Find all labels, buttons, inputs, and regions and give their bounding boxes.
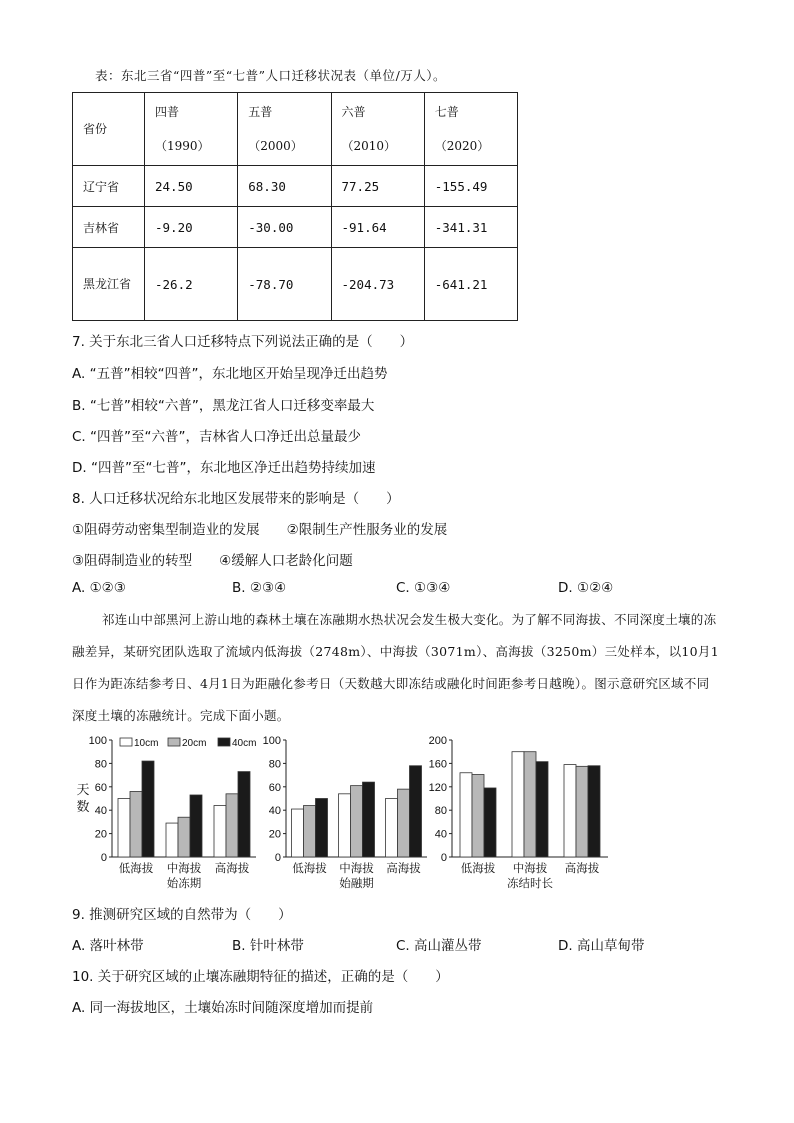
- y-tick-label: 0: [100, 852, 107, 864]
- bar: [351, 786, 363, 857]
- header-col-3: 六普 （2010）: [331, 93, 424, 166]
- y-axis-title: 数: [76, 799, 90, 814]
- freeze-thaw-charts: [70, 728, 630, 896]
- bar: [190, 795, 202, 857]
- table-cell: -9.20: [145, 207, 238, 248]
- bar: [226, 794, 238, 857]
- y-tick-label: 60: [94, 781, 107, 794]
- q10-option-a[interactable]: A. 同一海拔地区，土壤始冻时间随深度增加而提前: [72, 1000, 374, 1016]
- x-tick-label: 中海拔: [166, 863, 202, 875]
- q9-option-a[interactable]: A. 落叶林带: [72, 938, 144, 954]
- q7-stem: 7. 关于东北三省人口迁移特点下列说法正确的是（ ）: [72, 334, 414, 350]
- q9-option-d[interactable]: D. 高山草甸带: [558, 938, 645, 954]
- legend-swatch: [168, 738, 180, 746]
- bar: [472, 775, 484, 857]
- y-tick-label: 40: [434, 828, 447, 841]
- bar: [460, 773, 472, 857]
- y-tick-label: 120: [428, 781, 447, 794]
- reading-passage: 祁连山中部黑河上游山地的森林土壤在冻融期水热状况会发生极大变化。为了解不同海拔、不同深度土壤的冻融差异，某研究团队选取了流域内低海拔（2748m）、中海拔（3071m）、高海拔（3250m）三处样本，以10月1日作为距冻结参考日、4月1日为距融化参考日（天数越大即冻结或融化时间距参考日越晚）。图示意研究区域不同深度土壤的冻融统计。完成下面小题。: [72, 612, 719, 723]
- x-tick-label: 高海拔: [564, 863, 600, 875]
- x-tick-label: 低海拔: [118, 863, 154, 875]
- header-col-2: 五普 （2000）: [238, 93, 331, 166]
- q9-stem: 9. 推测研究区域的自然带为（ ）: [72, 907, 292, 923]
- bar: [238, 772, 250, 857]
- bar: [214, 806, 226, 857]
- bar: [576, 766, 588, 857]
- y-tick-label: 20: [94, 828, 107, 841]
- table-cell: -30.00: [238, 207, 331, 248]
- q8-items-line2: ③阻碍制造业的转型 ④缓解人口老龄化问题: [72, 553, 353, 569]
- bar: [166, 823, 178, 857]
- q9-option-c[interactable]: C. 高山灌丛带: [396, 938, 482, 954]
- y-tick-label: 20: [268, 828, 281, 841]
- table-caption: 表：东北三省“四普”至“七普”人口迁移状况表（单位/万人）。: [95, 68, 447, 83]
- table-cell: -78.70: [238, 248, 331, 321]
- bar: [386, 799, 398, 858]
- legend-label: 40cm: [232, 738, 257, 749]
- y-tick-label: 100: [88, 735, 107, 747]
- x-tick-label: 高海拔: [386, 863, 421, 875]
- table-header-row: [73, 93, 518, 166]
- header-col-4: 七普 （2020）: [424, 93, 517, 166]
- x-axis-title: 始冻期: [166, 878, 202, 890]
- y-tick-label: 160: [428, 758, 447, 771]
- x-tick-label: 高海拔: [214, 863, 250, 875]
- q7-option-d[interactable]: D. “四普”至“七普”，东北地区净迁出趋势持续加速: [72, 460, 376, 476]
- bar: [292, 809, 304, 857]
- x-axis-title: 冻结时长: [507, 878, 553, 890]
- bar: [484, 788, 496, 857]
- y-tick-label: 200: [428, 735, 447, 747]
- table-row: [73, 166, 518, 207]
- q7-option-b[interactable]: B. “七普”相较“六普”，黑龙江省人口迁移变率最大: [72, 398, 375, 414]
- table-cell: -91.64: [331, 207, 424, 248]
- bar: [304, 806, 316, 857]
- table-cell: 77.25: [331, 166, 424, 207]
- x-tick-label: 低海拔: [460, 863, 496, 875]
- bar: [363, 782, 375, 857]
- y-tick-label: 40: [94, 805, 107, 818]
- header-province: 省份: [73, 93, 145, 166]
- table-cell: -341.31: [424, 207, 517, 248]
- q8-option-c[interactable]: C. ①③④: [396, 580, 451, 596]
- q7-option-a[interactable]: A. “五普”相较“四普”，东北地区开始呈现净迁出趋势: [72, 366, 388, 382]
- table-cell: -204.73: [331, 248, 424, 321]
- table-row: [73, 248, 518, 321]
- y-tick-label: 0: [440, 852, 447, 864]
- bar: [178, 817, 190, 857]
- bar: [588, 766, 600, 857]
- bar: [410, 766, 422, 857]
- bar: [536, 762, 548, 857]
- table-cell: 68.30: [238, 166, 331, 207]
- bar: [130, 791, 142, 857]
- bar: [524, 752, 536, 857]
- table-cell: -155.49: [424, 166, 517, 207]
- y-tick-label: 60: [268, 781, 281, 794]
- q8-option-a[interactable]: A. ①②③: [72, 580, 126, 596]
- x-tick-label: 低海拔: [292, 863, 327, 875]
- x-tick-label: 中海拔: [512, 863, 548, 875]
- y-tick-label: 80: [268, 758, 281, 771]
- y-axis-title: 天: [76, 782, 90, 797]
- q8-option-d[interactable]: D. ①②④: [558, 580, 614, 596]
- legend-label: 20cm: [182, 738, 207, 749]
- bar: [142, 761, 154, 857]
- bar: [564, 765, 576, 857]
- province-cell: 黑龙江省: [73, 248, 145, 321]
- legend-label: 10cm: [134, 738, 159, 749]
- bar: [398, 789, 410, 857]
- table-cell: -641.21: [424, 248, 517, 321]
- table-cell: 24.50: [145, 166, 238, 207]
- y-tick-label: 0: [274, 852, 281, 864]
- province-cell: 吉林省: [73, 207, 145, 248]
- bar: [339, 794, 351, 857]
- legend-swatch: [218, 738, 230, 746]
- y-tick-label: 100: [262, 735, 281, 747]
- legend-swatch: [120, 738, 132, 746]
- x-tick-label: 中海拔: [339, 863, 374, 875]
- table-row: [73, 207, 518, 248]
- q9-option-b[interactable]: B. 针叶林带: [232, 938, 304, 954]
- bar: [316, 799, 328, 858]
- q8-option-b[interactable]: B. ②③④: [232, 580, 287, 596]
- province-cell: 辽宁省: [73, 166, 145, 207]
- bar: [512, 752, 524, 857]
- q8-stem: 8. 人口迁移状况给东北地区发展带来的影响是（ ）: [72, 491, 400, 507]
- x-axis-title: 始融期: [339, 878, 374, 890]
- header-col-1: 四普 （1990）: [145, 93, 238, 166]
- y-tick-label: 80: [94, 758, 107, 771]
- bar: [118, 799, 130, 858]
- q10-stem: 10. 关于研究区域的止壤冻融期特征的描述，正确的是（ ）: [72, 969, 449, 985]
- q8-items-line1: ①阻碍劳动密集型制造业的发展 ②限制生产性服务业的发展: [72, 522, 448, 538]
- migration-table: [72, 92, 518, 321]
- y-tick-label: 80: [434, 805, 447, 818]
- y-tick-label: 40: [268, 805, 281, 818]
- table-cell: -26.2: [145, 248, 238, 321]
- q7-option-c[interactable]: C. “四普”至“六普”，吉林省人口净迁出总量最少: [72, 429, 361, 445]
